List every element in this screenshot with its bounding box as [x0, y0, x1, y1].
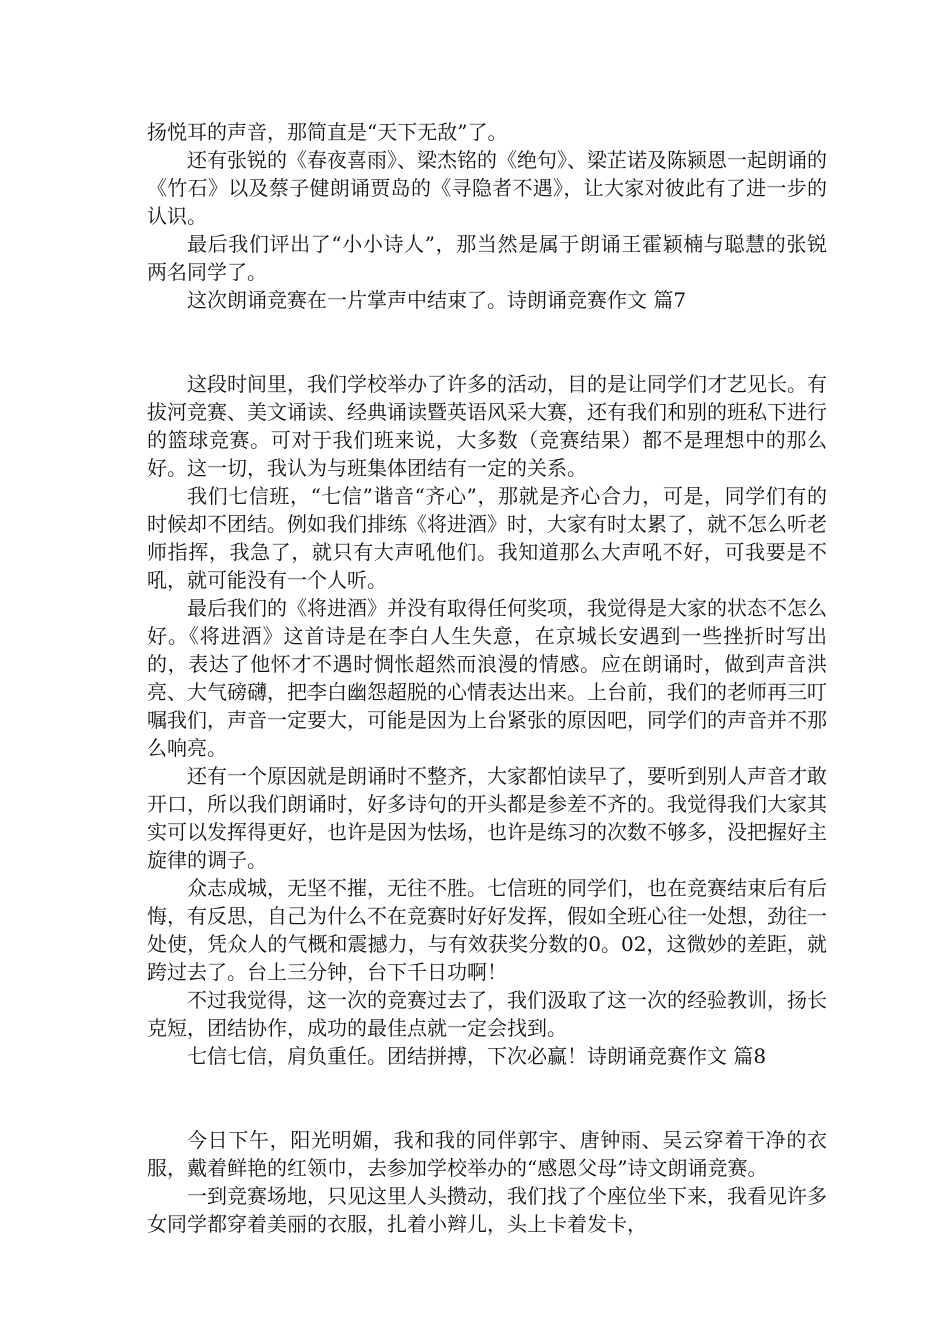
paragraph: 最后我们的《将进酒》并没有取得任何奖项，我觉得是大家的状态不怎么好。《将进酒》这首诗是在李白人生失意，在京城长安遇到一些挫折时写出的，表达了他怀才不遇时惆怅超然而浪漫的情感。应在朗诵时，做到声音洪亮、大气磅礴，把李白幽怨超脱的心情表达出来。上台前，我们的老师再三叮嘱我们，声音一定要大，可能是因为上台紧张的原因吧，同学们的声音并不那么响亮。 — [147, 596, 827, 760]
paragraph: 今日下午，阳光明媚，我和我的同伴郭宇、唐钟雨、吴云穿着干净的衣服，戴着鲜艳的红领巾，去参加学校举办的“感恩父母”诗文朗诵竞赛。 — [147, 1128, 827, 1180]
paragraph: 我们七信班，“七信”谐音“齐心”，那就是齐心合力，可是，同学们有的时候却不团结。例如我们排练《将进酒》时，大家有时太累了，就不怎么听老师指挥，我急了，就只有大声吼他们。我知道那么大声吼不好，可我要是不吼，就可能没有一个人听。 — [147, 484, 827, 592]
paragraph: 扬悦耳的声音，那简直是“天下无敌”了。 — [147, 120, 508, 144]
document-page — [147, 118, 827, 1238]
paragraph: 一到竞赛场地，只见这里人头攒动，我们找了个座位坐下来，我看见许多女同学都穿着美丽的衣服，扎着小辫儿，头上卡着发卡， — [147, 1184, 827, 1236]
paragraph: 不过我觉得，这一次的竞赛过去了，我们汲取了这一次的经验教训，扬长克短，团结协作，成功的最佳点就一定会找到。 — [147, 988, 827, 1040]
paragraph: 这次朗诵竞赛在一片掌声中结束了。诗朗诵竞赛作文 篇7 — [187, 288, 687, 312]
paragraph: 还有张锐的《春夜喜雨》、梁杰铭的《绝句》、梁芷诺及陈颍恩一起朗诵的《竹石》以及蔡子健朗诵贾岛的《寻隐者不遇》，让大家对彼此有了进一步的认识。 — [147, 148, 827, 228]
paragraph: 还有一个原因就是朗诵时不整齐，大家都怕读早了，要听到别人声音才敢开口，所以我们朗诵时，好多诗句的开头都是参差不齐的。我觉得我们大家其实可以发挥得更好，也许是因为怯场，也许是练习的次数不够多，没把握好主旋律的调子。 — [147, 764, 827, 872]
paragraph: 最后我们评出了“小小诗人”，那当然是属于朗诵王霍颖楠与聪慧的张锐两名同学了。 — [147, 232, 827, 284]
section-gap — [147, 1070, 827, 1126]
paragraph: 这段时间里，我们学校举办了许多的活动，目的是让同学们才艺见长。有拔河竞赛、美文诵读、经典诵读暨英语风采大赛，还有我们和别的班私下进行的篮球竞赛。可对于我们班来说，大多数（竞赛结果）都不是理想中的那么好。这一切，我认为与班集体团结有一定的关系。 — [147, 372, 827, 480]
paragraph: 众志成城，无坚不摧，无往不胜。七信班的同学们，也在竞赛结束后有后悔，有反思，自己为什么不在竞赛时好好发挥，假如全班心往一处想，劲往一处使，凭众人的气概和震撼力，与有效获奖分数的0。02，这微妙的差距，就跨过去了。台上三分钟，台下千日功啊！ — [147, 876, 827, 984]
paragraph: 七信七信，肩负重任。团结拼搏，下次必赢！诗朗诵竞赛作文 篇8 — [187, 1044, 767, 1068]
section-gap — [147, 314, 827, 370]
